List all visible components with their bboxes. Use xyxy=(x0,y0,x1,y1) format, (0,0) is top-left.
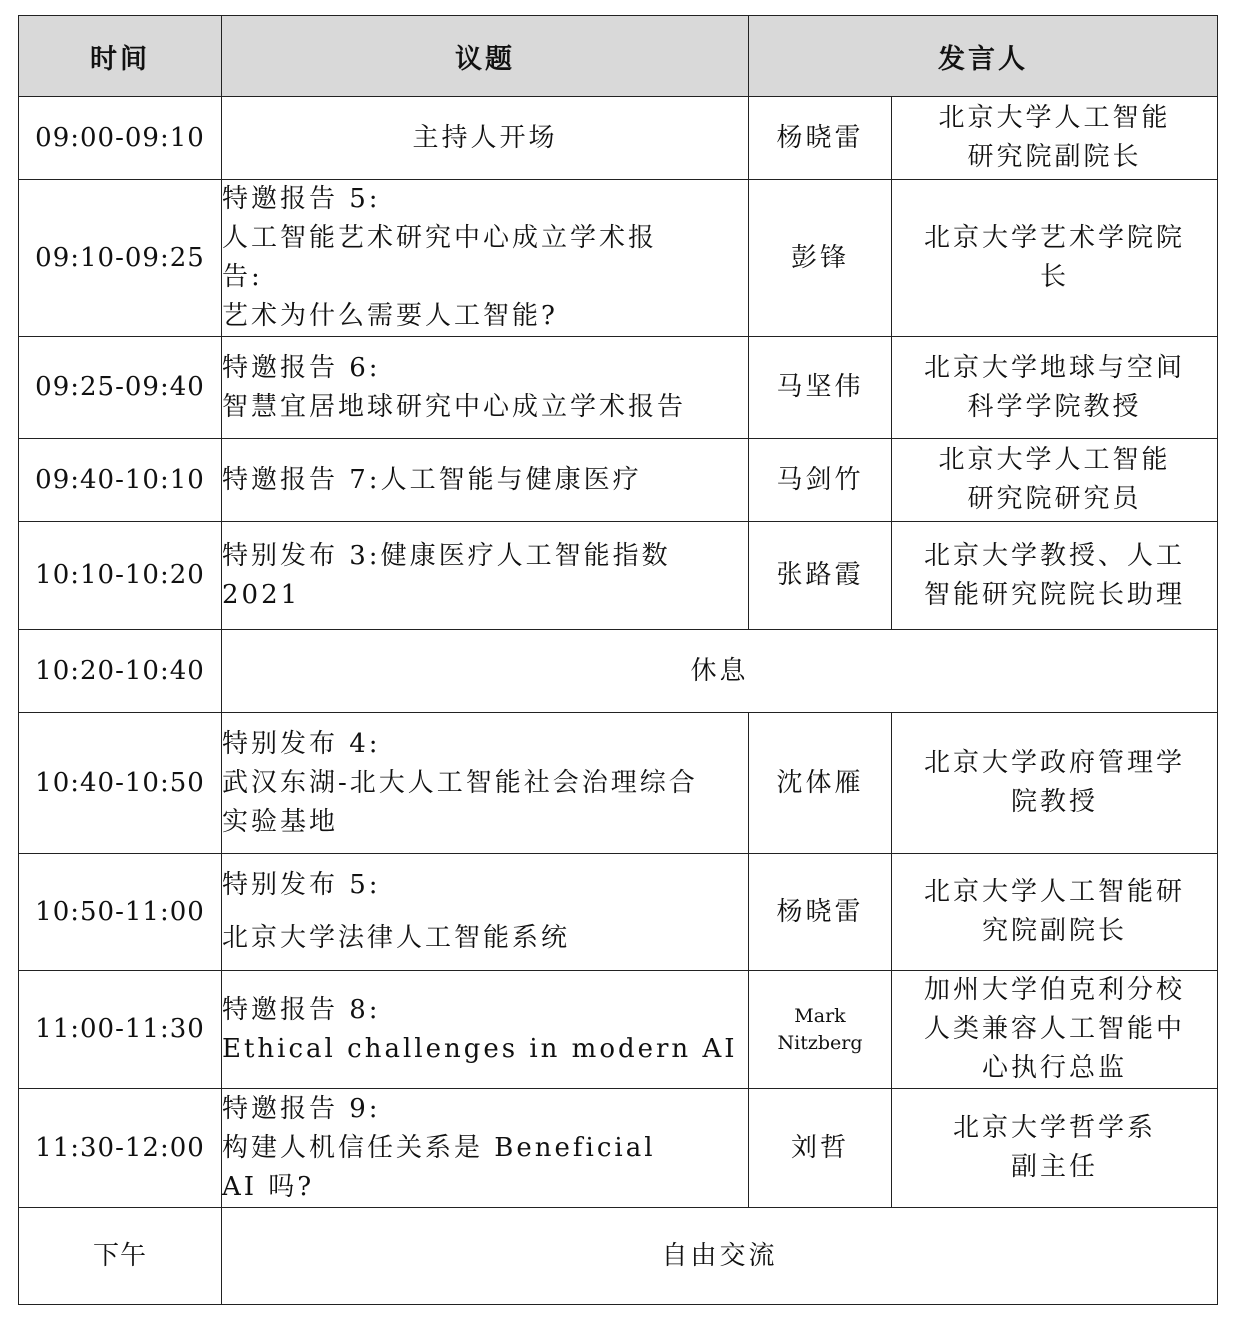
header-topic: 议题 xyxy=(222,16,749,97)
speaker-cell: 刘哲 xyxy=(749,1089,892,1208)
topic-line: 特别发布 4: xyxy=(222,728,381,759)
topic-cell xyxy=(222,854,749,971)
free-discussion-cell: 自由交流 xyxy=(222,1208,1218,1305)
topic-cell xyxy=(222,180,749,337)
topic-line: 特邀报告 8: xyxy=(222,994,381,1025)
topic-line: 智慧宜居地球研究中心成立学术报告 xyxy=(222,391,687,422)
break-cell: 休息 xyxy=(222,630,1218,713)
topic-line: 实验基地 xyxy=(222,806,339,837)
topic-cell xyxy=(222,971,749,1089)
affiliation-line: 北京大学人工智能 xyxy=(938,103,1171,133)
table-row xyxy=(19,97,1218,180)
table-row xyxy=(19,337,1218,439)
affiliation-cell xyxy=(892,522,1218,630)
affiliation-line: 北京大学教授、人工 xyxy=(923,540,1185,571)
agenda-table xyxy=(18,15,1218,1305)
affiliation-line: 北京大学哲学系 xyxy=(952,1113,1156,1143)
affiliation-line: 北京大学艺术学院院 xyxy=(923,223,1185,253)
time-cell: 09:40-10:10 xyxy=(19,439,222,522)
time-cell: 10:10-10:20 xyxy=(19,522,222,630)
topic-line: 特邀报告 6: xyxy=(222,352,381,383)
speaker-cell: 马剑竹 xyxy=(749,439,892,522)
affiliation-line: 人类兼容人工智能中 xyxy=(923,1014,1185,1044)
table-row xyxy=(19,854,1218,971)
time-cell: 09:10-09:25 xyxy=(19,180,222,337)
affiliation-line: 研究院研究员 xyxy=(967,484,1142,514)
affiliation-cell xyxy=(892,713,1218,854)
time-cell: 09:00-09:10 xyxy=(19,97,222,180)
affiliation-cell xyxy=(892,97,1218,180)
topic-cell xyxy=(222,97,749,180)
topic-cell xyxy=(222,713,749,854)
table-row xyxy=(19,971,1218,1089)
affiliation-line: 长 xyxy=(1039,262,1069,292)
time-cell: 11:00-11:30 xyxy=(19,971,222,1089)
affiliation-cell xyxy=(892,971,1218,1089)
time-cell: 11:30-12:00 xyxy=(19,1089,222,1208)
affiliation-line: 智能研究院院长助理 xyxy=(923,579,1185,610)
header-row xyxy=(19,16,1218,97)
affiliation-line: 北京大学政府管理学 xyxy=(923,748,1185,778)
affiliation-line: 研究院副院长 xyxy=(967,142,1142,172)
speaker-cell: Mark Nitzberg xyxy=(749,971,892,1089)
topic-line: Ethical challenges in modern AI xyxy=(222,1033,738,1064)
affiliation-cell xyxy=(892,439,1218,522)
time-cell: 10:40-10:50 xyxy=(19,713,222,854)
affiliation-line: 北京大学人工智能研 xyxy=(923,877,1185,907)
speaker-cell: 张路霞 xyxy=(749,522,892,630)
speaker-cell: 马坚伟 xyxy=(749,337,892,439)
topic-line: 特别发布 5: xyxy=(222,870,381,900)
affiliation-line: 北京大学地球与空间 xyxy=(923,352,1185,383)
affiliation-line: 科学学院教授 xyxy=(967,391,1142,422)
topic-line: 人工智能艺术研究中心成立学术报 xyxy=(222,223,658,253)
affiliation-cell xyxy=(892,180,1218,337)
time-cell: 下午 xyxy=(19,1208,222,1305)
affiliation-line: 院教授 xyxy=(1010,787,1098,817)
topic-line: 构建人机信任关系是 Beneficial xyxy=(222,1132,656,1163)
header-time: 时间 xyxy=(19,16,222,97)
table-row xyxy=(19,522,1218,630)
table-row xyxy=(19,1208,1218,1305)
affiliation-line: 加州大学伯克利分校 xyxy=(923,975,1185,1005)
topic-cell xyxy=(222,1089,749,1208)
affiliation-line: 副主任 xyxy=(1010,1152,1098,1182)
affiliation-cell xyxy=(892,337,1218,439)
topic-line: 特邀报告 9: xyxy=(222,1093,381,1124)
header-speaker: 发言人 xyxy=(749,16,1218,97)
topic-line: AI 吗? xyxy=(222,1171,315,1202)
affiliation-line: 北京大学人工智能 xyxy=(938,445,1171,475)
time-cell: 10:50-11:00 xyxy=(19,854,222,971)
topic-line: 主持人开场 xyxy=(412,122,558,153)
topic-cell xyxy=(222,439,749,522)
topic-line: 武汉东湖-北大人工智能社会治理综合 xyxy=(222,767,698,798)
table-row xyxy=(19,1089,1218,1208)
speaker-cell: 沈体雁 xyxy=(749,713,892,854)
affiliation-line: 究院副院长 xyxy=(981,916,1127,946)
topic-line: 艺术为什么需要人工智能? xyxy=(222,301,558,331)
table-row xyxy=(19,630,1218,713)
topic-line: 特邀报告 5: xyxy=(222,184,381,214)
time-cell: 10:20-10:40 xyxy=(19,630,222,713)
affiliation-cell xyxy=(892,1089,1218,1208)
affiliation-cell xyxy=(892,854,1218,971)
table-row xyxy=(19,439,1218,522)
topic-line: 北京大学法律人工智能系统 xyxy=(222,923,571,953)
topic-cell xyxy=(222,337,749,439)
topic-line: 告: xyxy=(222,262,263,292)
table-row xyxy=(19,180,1218,337)
time-cell: 09:25-09:40 xyxy=(19,337,222,439)
topic-line: 特邀报告 7:人工智能与健康医疗 xyxy=(222,464,642,495)
affiliation-line: 心执行总监 xyxy=(981,1053,1127,1083)
topic-cell xyxy=(222,522,749,630)
speaker-cell: 彭锋 xyxy=(749,180,892,337)
speaker-cell: 杨晓雷 xyxy=(749,97,892,180)
table-row xyxy=(19,713,1218,854)
topic-line: 2021 xyxy=(222,579,301,610)
topic-line: 特别发布 3:健康医疗人工智能指数 xyxy=(222,540,671,571)
speaker-cell: 杨晓雷 xyxy=(749,854,892,971)
